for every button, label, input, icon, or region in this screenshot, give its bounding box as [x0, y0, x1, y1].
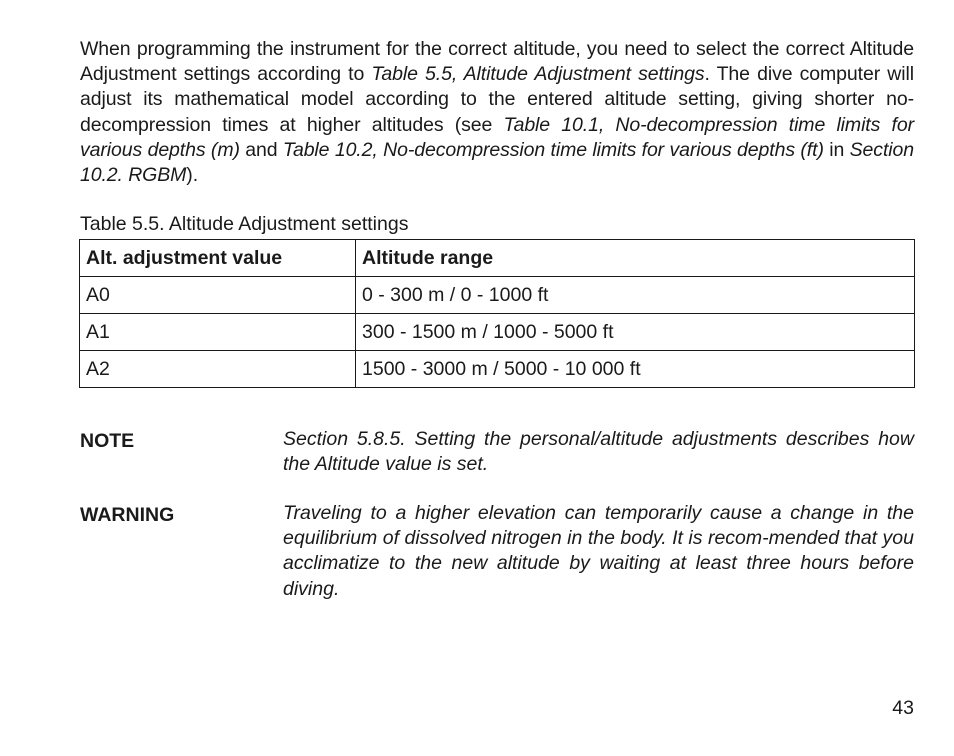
warning-text: Traveling to a higher elevation can temporarily cause a change in the equilibrium of dissolved nitrogen in the body. It is recom-mended that you acclimatize to the new altitude by waiting at least three hours before diving.	[283, 502, 914, 600]
altitude-adjustment-table	[79, 239, 915, 388]
note-text: Section 5.8.5. Setting the personal/altitude adjustments describes how the Altitude value is set.	[283, 428, 914, 476]
header-altitude-range: Altitude range	[356, 240, 915, 277]
intro-text-5: ).	[186, 164, 199, 187]
page-number: 43	[892, 697, 914, 719]
warning-label: WARNING	[80, 504, 175, 526]
intro-paragraph	[80, 37, 914, 188]
intro-text-1: When programming the instrument for the correct altitude, you need to select the correct Altitude Adjustment settings according to	[80, 38, 914, 86]
cell-adjustment-value: A1	[80, 314, 356, 351]
table-10-2-reference: Table 10.2, No-decompression time limits for various depths (ft)	[282, 138, 824, 161]
table-row	[80, 277, 915, 314]
cell-altitude-range: 1500 - 3000 m / 5000 - 10 000 ft	[356, 351, 915, 388]
table-row	[80, 314, 915, 351]
intro-text-3: and	[239, 138, 283, 161]
cell-adjustment-value: A0	[80, 277, 356, 314]
cell-altitude-range: 0 - 300 m / 0 - 1000 ft	[356, 277, 915, 314]
note-label: NOTE	[80, 430, 135, 452]
intro-text-2: . The dive computer will adjust its mathematical model according to the entered altitude setting, giving shorter no-decompression times at higher altitudes (see	[80, 63, 914, 136]
table-5-5-reference: Table 5.5, Altitude Adjustment settings	[371, 63, 705, 86]
intro-text-4: in	[823, 138, 850, 161]
cell-adjustment-value: A2	[80, 351, 356, 388]
table-10-1-reference: Table 10.1, No-decompression time limits for various depths (m)	[80, 113, 914, 161]
table-row	[80, 351, 915, 388]
header-alt-adjustment-value: Alt. adjustment value	[80, 240, 356, 277]
table-header-row	[80, 240, 915, 277]
cell-altitude-range: 300 - 1500 m / 1000 - 5000 ft	[356, 314, 915, 351]
section-10-2-reference: Section 10.2. RGBM	[80, 138, 914, 187]
table-caption: Table 5.5. Altitude Adjustment settings	[80, 213, 409, 235]
